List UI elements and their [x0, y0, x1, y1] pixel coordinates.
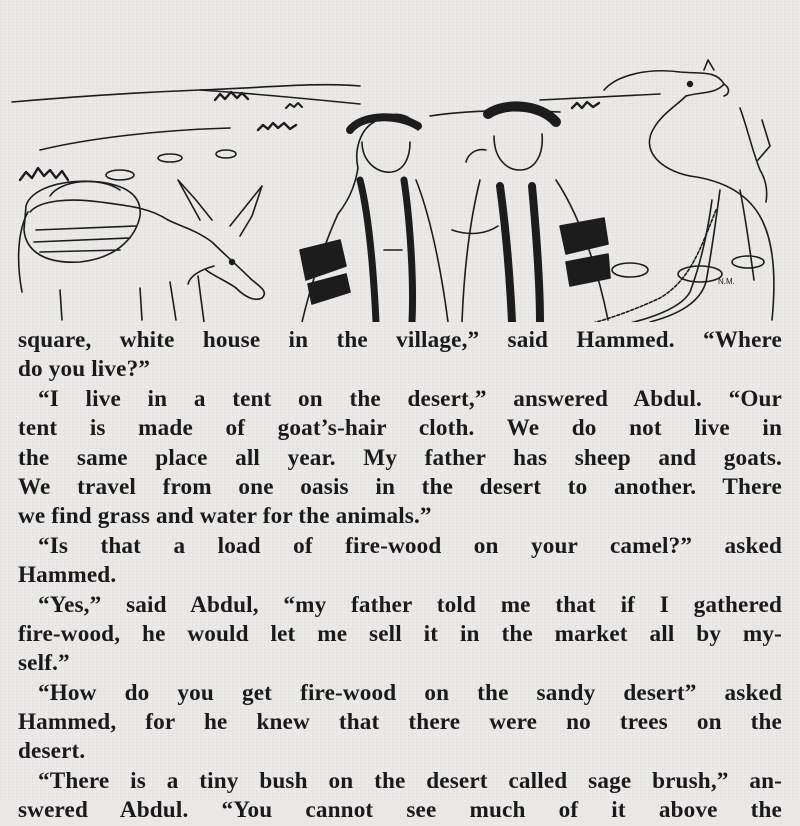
dune-line: [540, 94, 660, 100]
brush: [286, 103, 302, 108]
text-line: “Is that a load of fire-wood on your camel?” asked: [38, 532, 782, 559]
brush: [20, 168, 68, 180]
text-line: We travel from one oasis in the desert to another. There: [18, 473, 782, 500]
text-line: the same place all year. My father has sheep and goats.: [18, 444, 782, 471]
brush: [215, 92, 248, 100]
text-line: “How do you get fire-wood on the sandy desert” asked: [38, 679, 782, 706]
brush: [258, 123, 296, 130]
stone: [216, 150, 236, 158]
text-line: self.”: [18, 650, 70, 677]
camel: [590, 60, 774, 322]
text-line: “There is a tiny bush on the desert called sage brush,” an-: [38, 767, 782, 794]
story-text: [18, 326, 782, 826]
stone: [678, 266, 722, 282]
stone: [732, 256, 764, 268]
text-line: fire-wood, he would let me sell it in the market all by my-: [18, 620, 782, 647]
brush: [572, 102, 599, 108]
text-line: Hammed, for he knew that there were no trees on the: [18, 709, 782, 736]
text-line: swered Abdul. “You cannot see much of it above the: [18, 797, 782, 824]
text-line: tent is made of goat’s-hair cloth. We do not live in: [18, 415, 782, 442]
text-line: we find grass and water for the animals.”: [18, 503, 432, 530]
illustration-drawing: [0, 30, 800, 322]
basket: [24, 181, 140, 262]
stone: [158, 154, 182, 162]
boy-left: [300, 114, 448, 322]
text-line: square, white house in the village,” said Hammed. “Where: [18, 327, 782, 353]
text-line: “Yes,” said Abdul, “my father told me that if I gathered: [38, 591, 782, 618]
illustrator-signature: N.M.: [718, 277, 735, 286]
text-line: “I live in a tent on the desert,” answered Abdul. “Our: [38, 385, 782, 412]
text-line: do you live?”: [18, 356, 151, 383]
boy-right: [452, 106, 610, 322]
text-line: Hammed.: [18, 562, 117, 589]
stone: [106, 170, 134, 180]
stone: [612, 263, 648, 277]
text-line: desert.: [18, 738, 86, 765]
dune-line: [40, 128, 230, 150]
illustration: [0, 30, 800, 322]
